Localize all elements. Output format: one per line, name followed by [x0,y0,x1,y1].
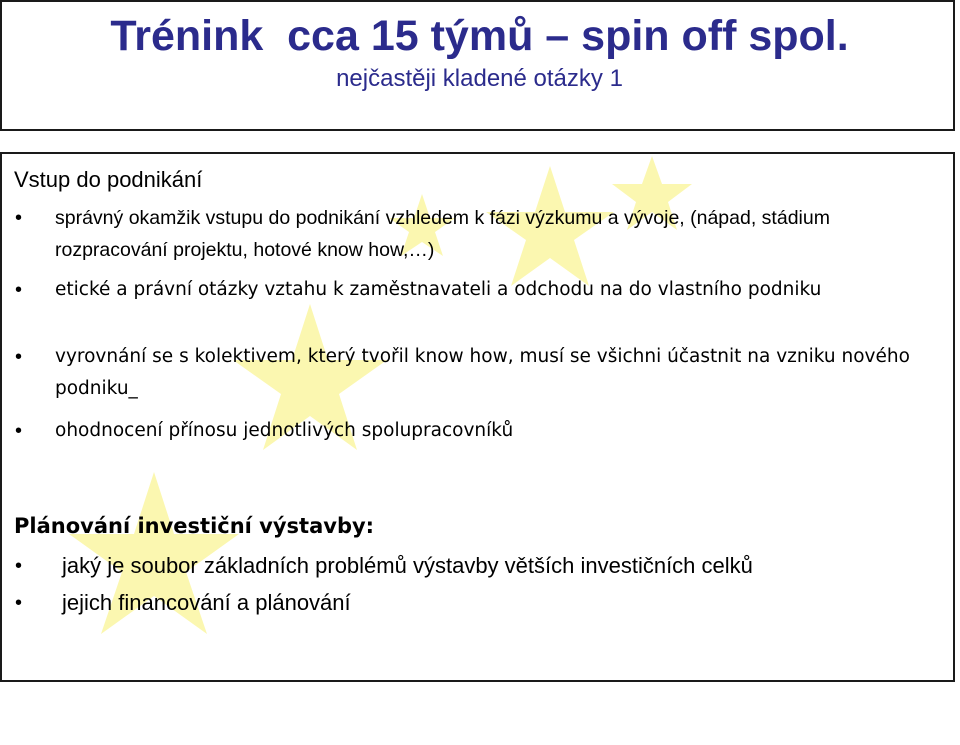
bullet-icon: • [15,592,23,614]
list-item: správný okamžik vstupu do podnikání vzhledem k fázi výzkumu a vývoje, (nápad, stádium rozpracování projektu, hotové know how,…) [55,207,830,261]
list-item: jejich financování a plánování [62,590,351,615]
list-item: vyrovnání se s kolektivem, který tvořil know how, musí se všichni účastnit na vzniku nového podniku_ [55,346,910,399]
list-item: ohodnocení přínosu jednotlivých spolupracovníků [55,420,514,441]
bullet-icon: • [15,555,23,577]
list-item: etické a právní otázky vztahu k zaměstnavateli a odchodu na do vlastního podniku [55,279,822,300]
bullet-icon: • [15,346,23,368]
section-heading-entry: Vstup do podnikání [14,167,203,192]
bullet-icon: • [15,420,23,442]
slide-subtitle: nejčastěji kladené otázky 1 [336,65,623,92]
list-item: jaký je soubor základních problémů výstavby větších investičních celků [62,553,753,578]
bullet-icon: • [15,207,23,229]
section-heading-investment: Plánování investiční výstavby: [14,514,375,538]
title-box [0,0,955,131]
slide-body [2,154,955,682]
slide-title: Trénink cca 15 týmů – spin off spol. [110,12,849,60]
content-box [0,152,955,682]
bullet-icon: • [15,279,23,301]
